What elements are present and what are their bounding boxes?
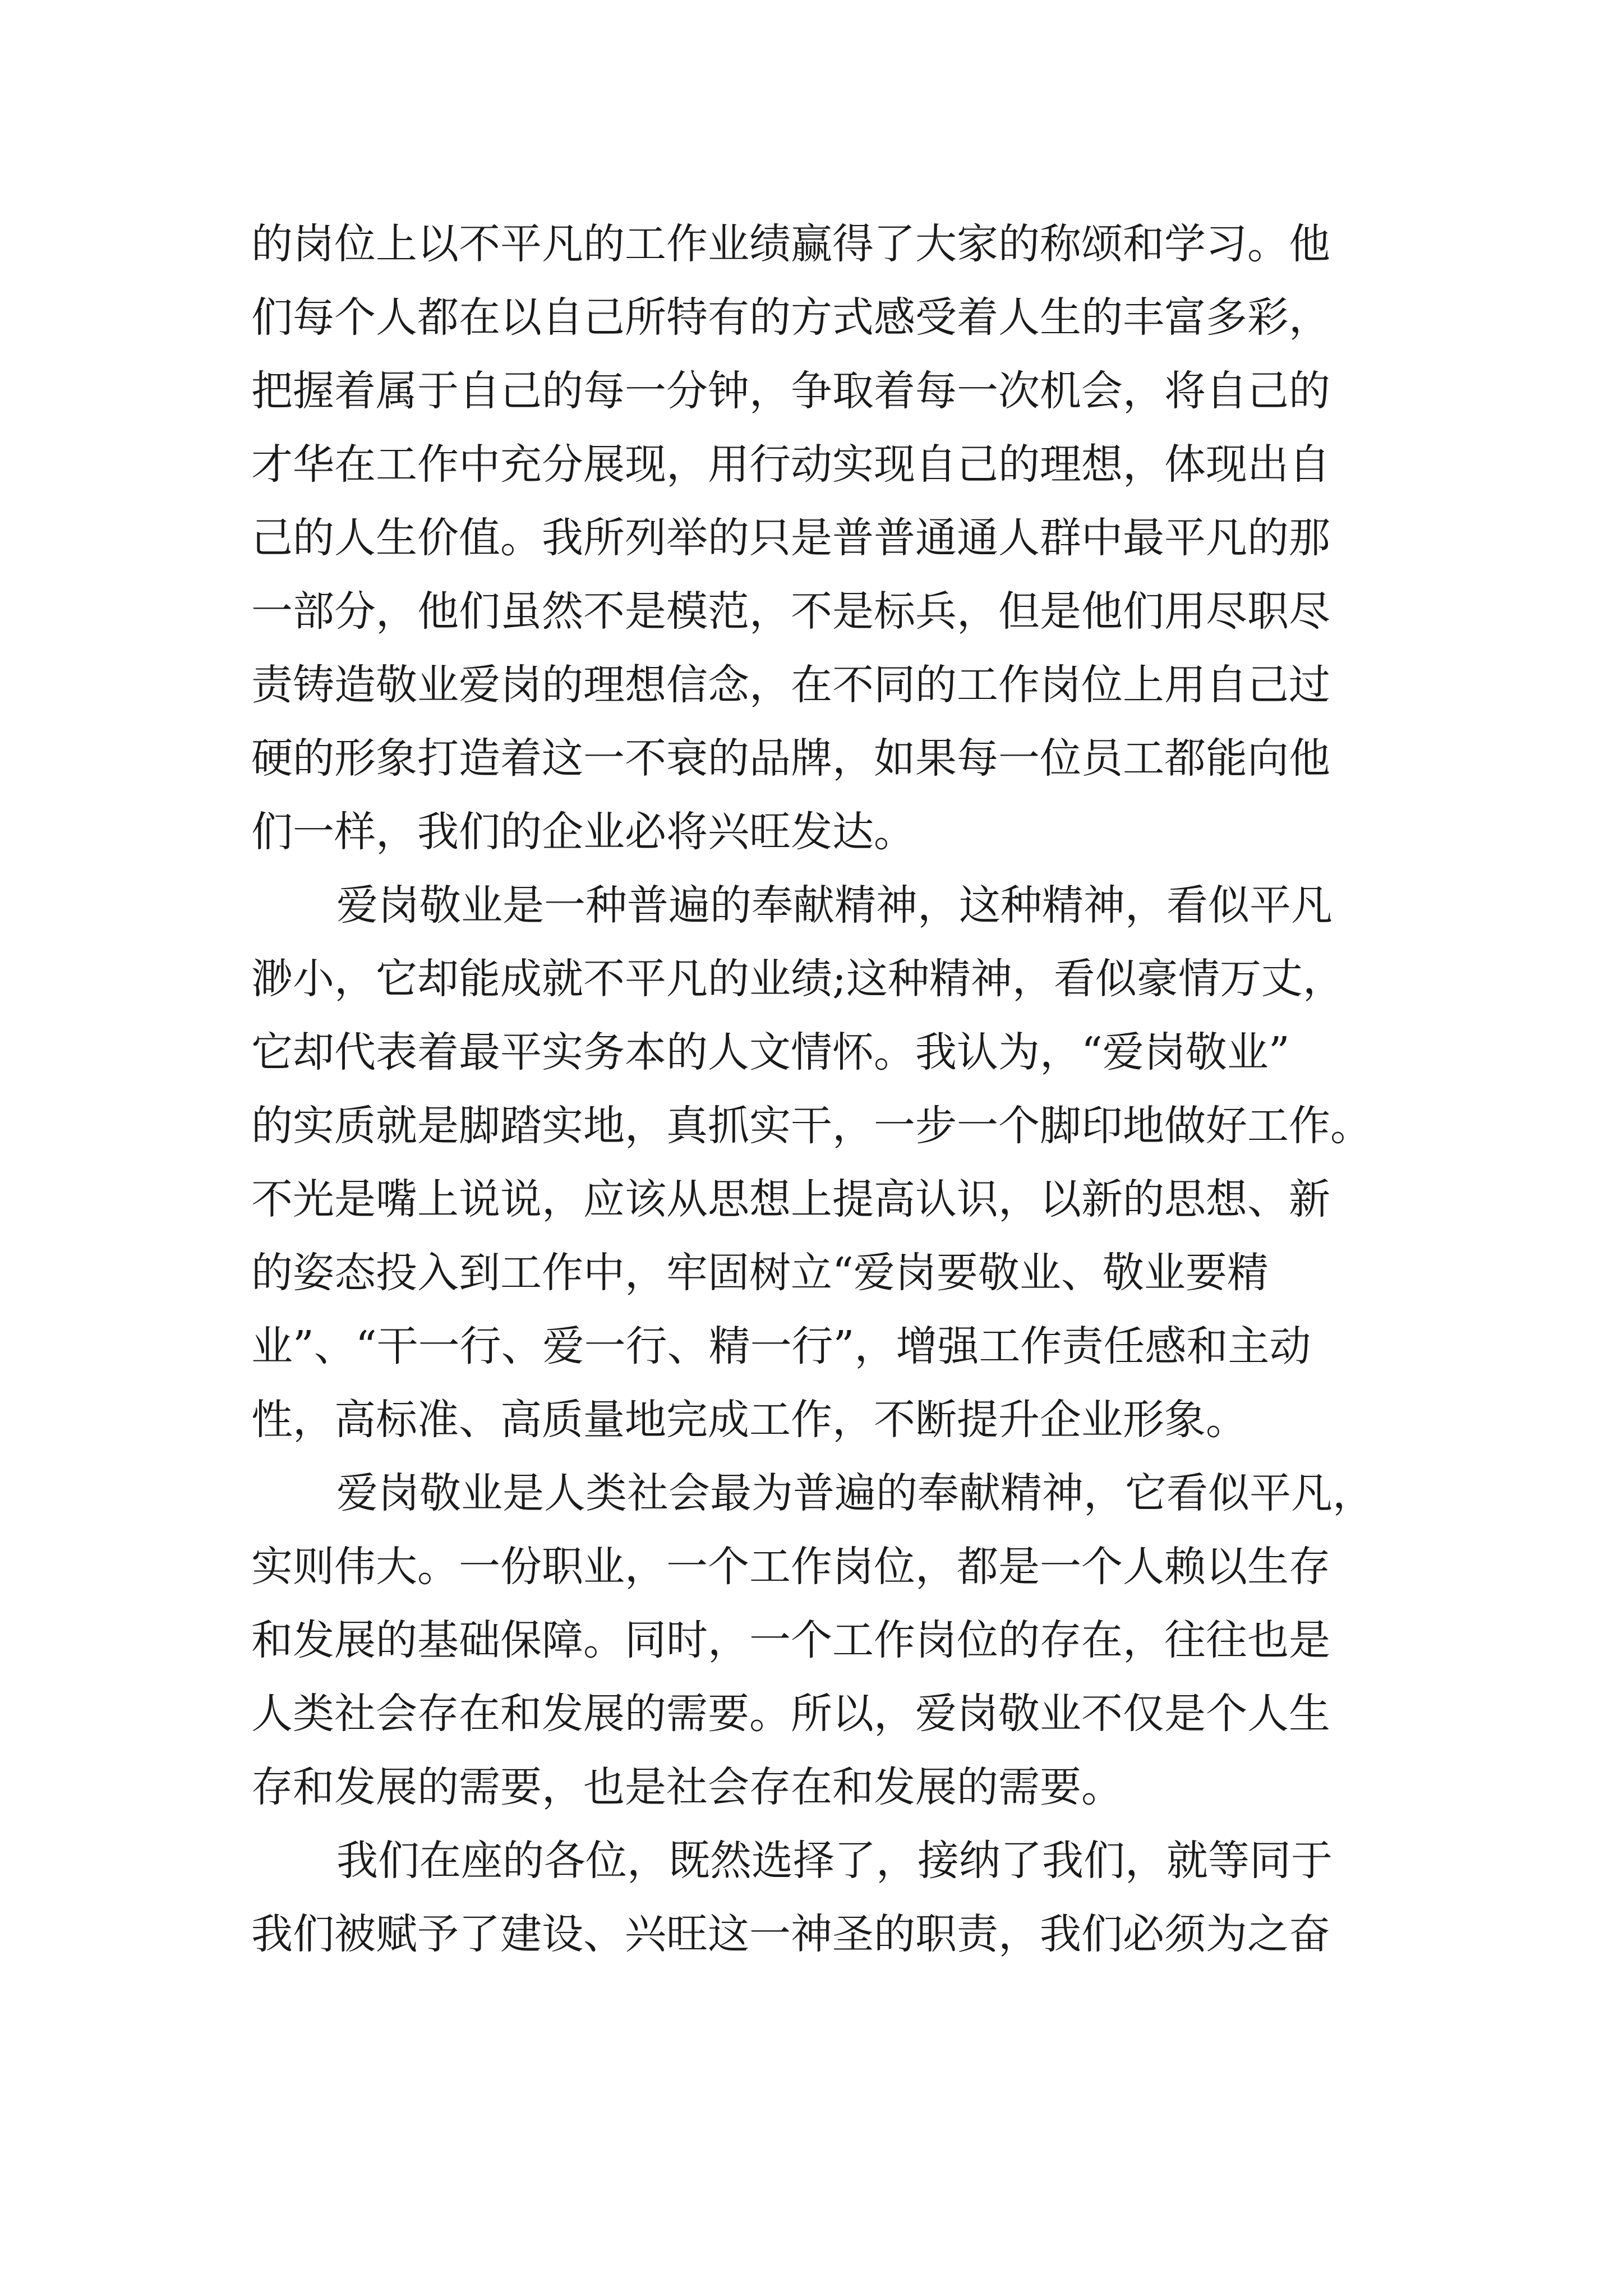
text-line: 的岗位上以不平凡的工作业绩赢得了大家的称颂和学习。他	[251, 220, 1330, 268]
body-text	[251, 208, 1384, 1971]
text-line: 硬的形象打造着这一不衰的品牌，如果每一位员工都能向他	[251, 734, 1330, 783]
paragraph-start-line: 爱岗敬业是人类社会最为普遍的奉献精神，它看似平凡，	[336, 1469, 1374, 1517]
text-line: 渺小，它却能成就不平凡的业绩;这种精神，看似豪情万丈，	[251, 955, 1344, 1003]
text-line: 们一样，我们的企业必将兴旺发达。	[251, 808, 915, 856]
text-line: 才华在工作中充分展现，用行动实现自己的理想，体现出自	[251, 440, 1330, 489]
text-line: 我们被赋予了建设、兴旺这一神圣的职责，我们必须为之奋	[251, 1910, 1330, 1958]
text-line: 们每个人都在以自己所特有的方式感受着人生的丰富多彩，	[251, 293, 1330, 342]
text-line: 实则伟大。一份职业，一个工作岗位，都是一个人赖以生存	[251, 1543, 1330, 1591]
text-line: 业”、“干一行、爱一行、精一行”，增强工作责任感和主动	[251, 1322, 1311, 1370]
text-line: 的姿态投入到工作中，牢固树立“爱岗要敬业、敬业要精	[251, 1249, 1269, 1297]
text-line: 存和发展的需要，也是社会存在和发展的需要。	[251, 1763, 1123, 1811]
text-line: 它却代表着最平实务本的人文情怀。我认为，“爱岗敬业”	[251, 1028, 1290, 1076]
text-line: 一部分，他们虽然不是模范，不是标兵，但是他们用尽职尽	[251, 587, 1330, 636]
text-line: 己的人生价值。我所列举的只是普普通通人群中最平凡的那	[251, 514, 1330, 562]
text-line: 性，高标准、高质量地完成工作，不断提升企业形象。	[251, 1396, 1247, 1444]
paragraph-start-line: 我们在座的各位，既然选择了，接纳了我们，就等同于	[336, 1837, 1332, 1885]
text-line: 和发展的基础保障。同时，一个工作岗位的存在，往往也是	[251, 1616, 1330, 1664]
text-line: 责铸造敬业爱岗的理想信念，在不同的工作岗位上用自己过	[251, 661, 1330, 709]
text-line: 人类社会存在和发展的需要。所以，爱岗敬业不仅是个人生	[251, 1690, 1330, 1738]
text-line: 把握着属于自己的每一分钟，争取着每一次机会，将自己的	[251, 367, 1330, 415]
paragraph-start-line: 爱岗敬业是一种普遍的奉献精神，这种精神，看似平凡	[336, 881, 1332, 930]
text-line: 不光是嘴上说说，应该从思想上提高认识，以新的思想、新	[251, 1175, 1330, 1223]
text-line: 的实质就是脚踏实地，真抓实干，一步一个脚印地做好工作。	[251, 1102, 1372, 1150]
